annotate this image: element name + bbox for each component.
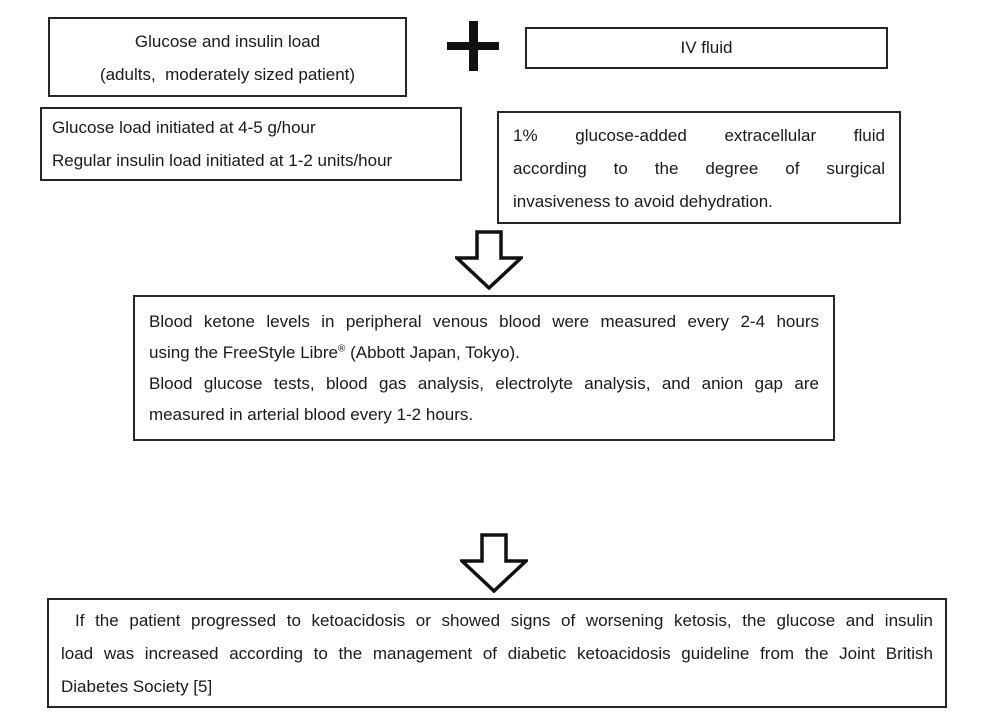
load-rates-box [40,107,462,181]
monitoring-line1: Blood ketone levels in peripheral venous blood were measured every 2-4 hours [149,312,819,331]
monitoring-line2 [149,337,819,368]
registered-trademark-icon: ® [338,343,346,355]
escalation-line3: Diabetes Society [5] [61,677,213,696]
insulin-load-rate-line: Regular insulin load initiated at 1-2 units/hour [52,151,393,170]
glucose-insulin-load-box [48,17,407,97]
fluid-composition-box [497,111,901,224]
monitoring-line2-text: using the FreeStyle Libre [149,343,338,362]
monitoring-line4: measured in arterial blood every 1-2 hours. [149,405,474,424]
fluid-composition-line2: according to the degree of surgical [513,159,885,178]
down-arrow-icon [455,230,523,290]
iv-fluid-label: IV fluid [680,38,733,57]
down-arrow-icon [460,533,528,593]
glucose-insulin-load-subtitle: (adults, moderately sized patient) [99,65,356,84]
plus-icon [446,21,500,71]
monitoring-box [133,295,835,441]
monitoring-line2-text2: (Abbott Japan, Tokyo). [345,343,520,362]
glucose-insulin-load-title: Glucose and insulin load [134,32,321,51]
monitoring-line3: Blood glucose tests, blood gas analysis, electrolyte analysis, and anion gap are [149,374,819,393]
iv-fluid-box [525,27,888,69]
escalation-line2: load was increased according to the management of diabetic ketoacidosis guideline from the Joint British [61,644,933,663]
glucose-load-rate-line: Glucose load initiated at 4-5 g/hour [52,118,316,137]
escalation-box [47,598,947,708]
fluid-composition-line3: invasiveness to avoid dehydration. [513,192,773,211]
fluid-composition-line1: 1% glucose-added extracellular fluid [513,126,885,145]
escalation-line1: If the patient progressed to ketoacidosis or showed signs of worsening ketosis, the glucose and insulin [75,611,933,630]
